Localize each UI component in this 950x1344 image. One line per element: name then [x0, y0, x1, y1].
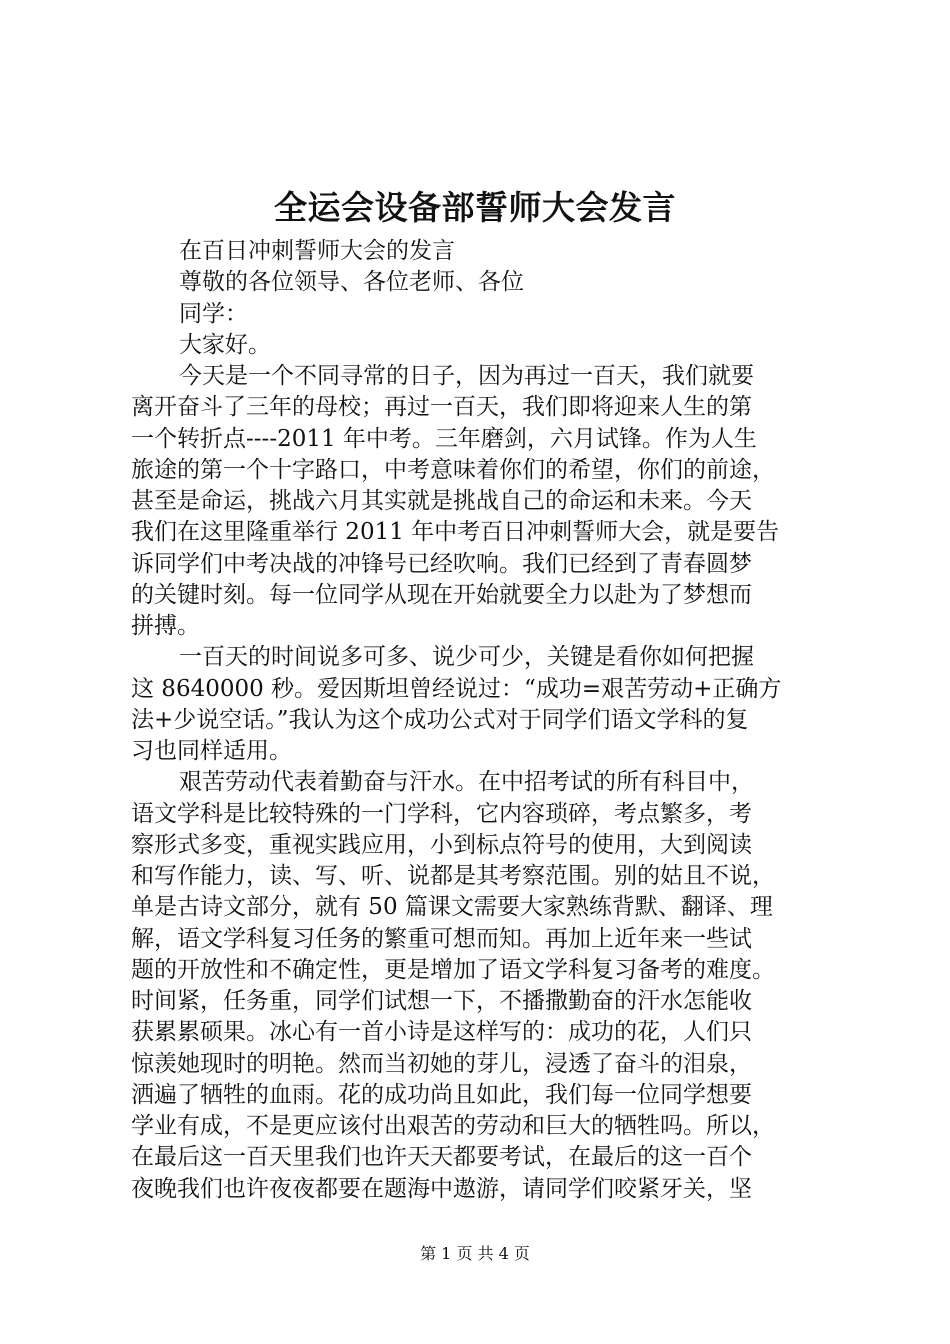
text-line: 一个转折点----2011 年中考。三年磨剑，六月试锋。作为人生 — [131, 425, 757, 452]
text-line: 单是古诗文部分，就有 50 篇课文需要大家熟练背默、翻译、理 — [131, 894, 773, 921]
text-line: 习也同样适用。 — [131, 738, 292, 764]
text-line: 今天是一个不同寻常的日子，因为再过一百天，我们就要 — [179, 363, 754, 389]
text-line: 艰苦劳动代表着勤奋与汗水。在中招考试的所有科目中， — [179, 769, 754, 796]
text-line: 语文学科是比较特殊的一门学科，它内容琐碎，考点繁多，考 — [131, 800, 752, 827]
text-line: 旅途的第一个十字路口，中考意味着你们的希望，你们的前途， — [131, 456, 775, 483]
text-line: 诉同学们中考决战的冲锋号已经吹响。我们已经到了青春圆梦 — [131, 550, 752, 577]
document-title: 全运会设备部誓师大会发言 — [274, 188, 676, 227]
text-line: 学业有成，不是更应该付出艰苦的劳动和巨大的牺牲吗。所以， — [131, 1113, 775, 1139]
text-line: 法+少说空话。”我认为这个成功公式对于同学们语文学科的复 — [131, 706, 749, 733]
text-line: 拼搏。 — [131, 613, 200, 639]
text-line: 洒遍了牺牲的血雨。花的成功尚且如此，我们每一位同学想要 — [131, 1081, 752, 1108]
text-line: 在百日冲刺誓师大会的发言 — [179, 238, 455, 264]
text-line: 题的开放性和不确定性，更是增加了语文学科复习备考的难度。 — [131, 956, 775, 983]
text-line: 一百天的时间说多可多、说少可少，关键是看你如何把握 — [179, 644, 754, 671]
text-line: 时间紧，任务重，同学们试想一下，不播撒勤奋的汗水怎能收 — [131, 988, 752, 1014]
text-line: 甚至是命运，挑战六月其实就是挑战自己的命运和未来。今天 — [131, 488, 752, 514]
text-line: 解，语文学科复习任务的繁重可想而知。再加上近年来一些试 — [131, 925, 752, 952]
text-line: 和写作能力，读、写、听、说都是其考察范围。别的姑且不说， — [131, 863, 775, 889]
text-line: 的关键时刻。每一位同学从现在开始就要全力以赴为了梦想而 — [131, 581, 752, 608]
text-line: 离开奋斗了三年的母校；再过一百天，我们即将迎来人生的第 — [131, 394, 752, 421]
document-body — [131, 236, 831, 1205]
text-line: 这 8640000 秒。爱因斯坦曾经说过：“成功=艰苦劳动+正确方 — [131, 675, 782, 702]
text-line: 大家好。 — [179, 331, 271, 358]
text-line: 夜晚我们也许夜夜都要在题海中遨游，请同学们咬紧牙关，坚 — [131, 1175, 752, 1202]
text-line: 察形式多变，重视实践应用，小到标点符号的使用，大到阅读 — [131, 831, 752, 858]
page-footer: 第 1 页 共 4 页 — [420, 1244, 530, 1263]
text-line: 我们在这里隆重举行 2011 年中考百日冲刺誓师大会，就是要告 — [131, 519, 780, 546]
text-line: 惊羡她现时的明艳。然而当初她的芽儿，浸透了奋斗的泪泉， — [131, 1050, 752, 1077]
text-line: 尊敬的各位领导、各位老师、各位 — [179, 269, 524, 296]
text-line: 在最后这一百天里我们也许天天都要考试，在最后的这一百个 — [131, 1144, 752, 1171]
text-line: 获累累硕果。冰心有一首小诗是这样写的：成功的花，人们只 — [131, 1019, 752, 1046]
text-line: 同学： — [179, 300, 248, 327]
